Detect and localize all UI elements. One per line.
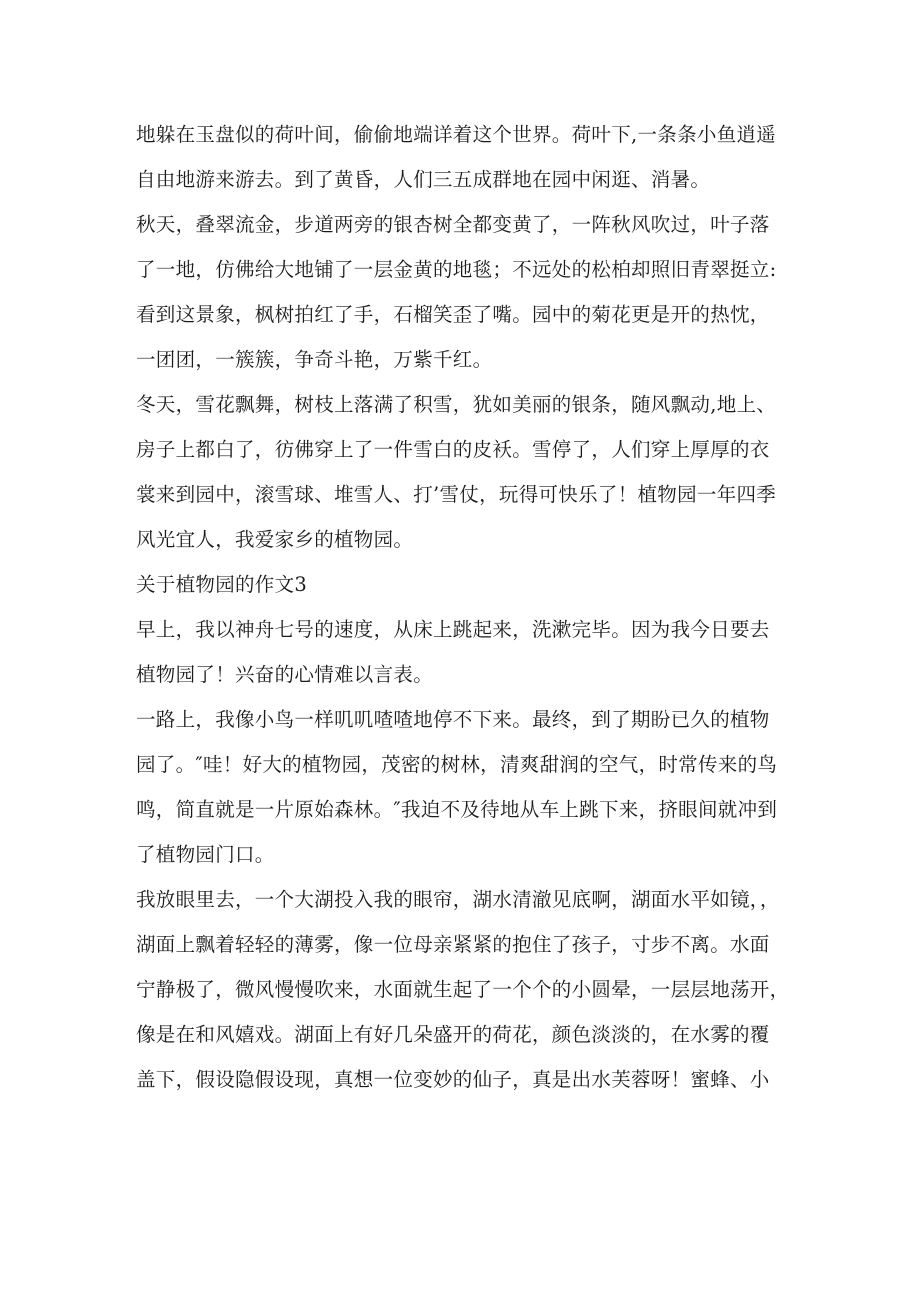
text-line: 园了。″哇！好大的植物园，茂密的树林，清爽甜润的空气，时常传来的鸟 xyxy=(136,753,778,776)
text-line: 我放眼里去，一个大湖投入我的眼帘，湖水清澈见底啊，湖面水平如镜，， xyxy=(136,888,780,911)
text-line: 了植物园门口。 xyxy=(136,843,275,866)
paragraph-winter xyxy=(136,382,796,562)
paragraph-morning xyxy=(136,607,796,697)
text-line: 一团团，一簇簇，争奇斗艳，万紫千红。 xyxy=(136,348,493,371)
paragraph-lake xyxy=(136,877,796,1102)
text-line: 像是在和风嬉戏。湖面上有好几朵盛开的荷花，颜色淡淡的，在水雾的覆 xyxy=(136,1023,770,1046)
text-line: 一路上，我像小鸟一样叽叽喳喳地停不下来。最终，到了期盼已久的植物 xyxy=(136,708,770,731)
text-line: 看到这景象，枫树拍红了手，石榴笑歪了嘴。园中的菊花更是开的热忱， xyxy=(136,303,770,326)
text-line: 房子上都白了，彷佛穿上了一件雪白的皮袄。雪停了，人们穿上厚厚的衣 xyxy=(136,438,770,461)
text-line: 鸣，简直就是一片原始森林。″我迫不及待地从车上跳下来，挤眼间就冲到 xyxy=(136,798,778,821)
text-line: 裳来到园中，滚雪球、堆雪人、打’雪仗，玩得可快乐了！植物园一年四季 xyxy=(136,483,777,506)
text-line: 了一地，仿佛给大地铺了一层金黄的地毯；不远处的松柏却照旧青翠挺立: xyxy=(136,258,777,281)
document-body xyxy=(136,112,796,1102)
text-line: 风光宜人，我爱家乡的植物园。 xyxy=(136,528,414,551)
paragraph-journey xyxy=(136,697,796,877)
paragraph-autumn xyxy=(136,202,796,382)
text-line: 冬天，雪花飘舞，树枝上落满了积雪，犹如美丽的银条，随风飘动,地上、 xyxy=(136,393,777,416)
text-line: 盖下，假设隐假设现，真想一位变妙的仙子，真是出水芙蓉呀！蜜蜂、小 xyxy=(136,1068,770,1091)
text-line: 地躲在玉盘似的荷叶间，偷偷地端详着这个世界。荷叶下,一条条小鱼逍遥 xyxy=(136,123,777,146)
essay-title: 关于植物园的作文3 xyxy=(136,573,308,596)
text-line: 植物园了！兴奋的心情难以言表。 xyxy=(136,663,434,686)
section-heading xyxy=(136,562,796,607)
text-line: 早上，我以神舟七号的速度，从床上跳起来，洗漱完毕。因为我今日要去 xyxy=(136,618,770,641)
text-line: 湖面上飘着轻轻的薄雾，像一位母亲紧紧的抱住了孩子，寸步不离。水面 xyxy=(136,933,770,956)
text-line: 秋天，叠翠流金，步道两旁的银杏树全都变黄了，一阵秋风吹过，叶子落 xyxy=(136,213,770,236)
paragraph-lotus xyxy=(136,112,796,202)
text-line: 自由地游来游去。到了黄昏，人们三五成群地在园中闲逛、消暑。 xyxy=(136,168,711,191)
text-line: 宁静极了，微风慢慢吹来，水面就生起了一个个的小圆晕，一层层地荡开， xyxy=(136,978,790,1001)
